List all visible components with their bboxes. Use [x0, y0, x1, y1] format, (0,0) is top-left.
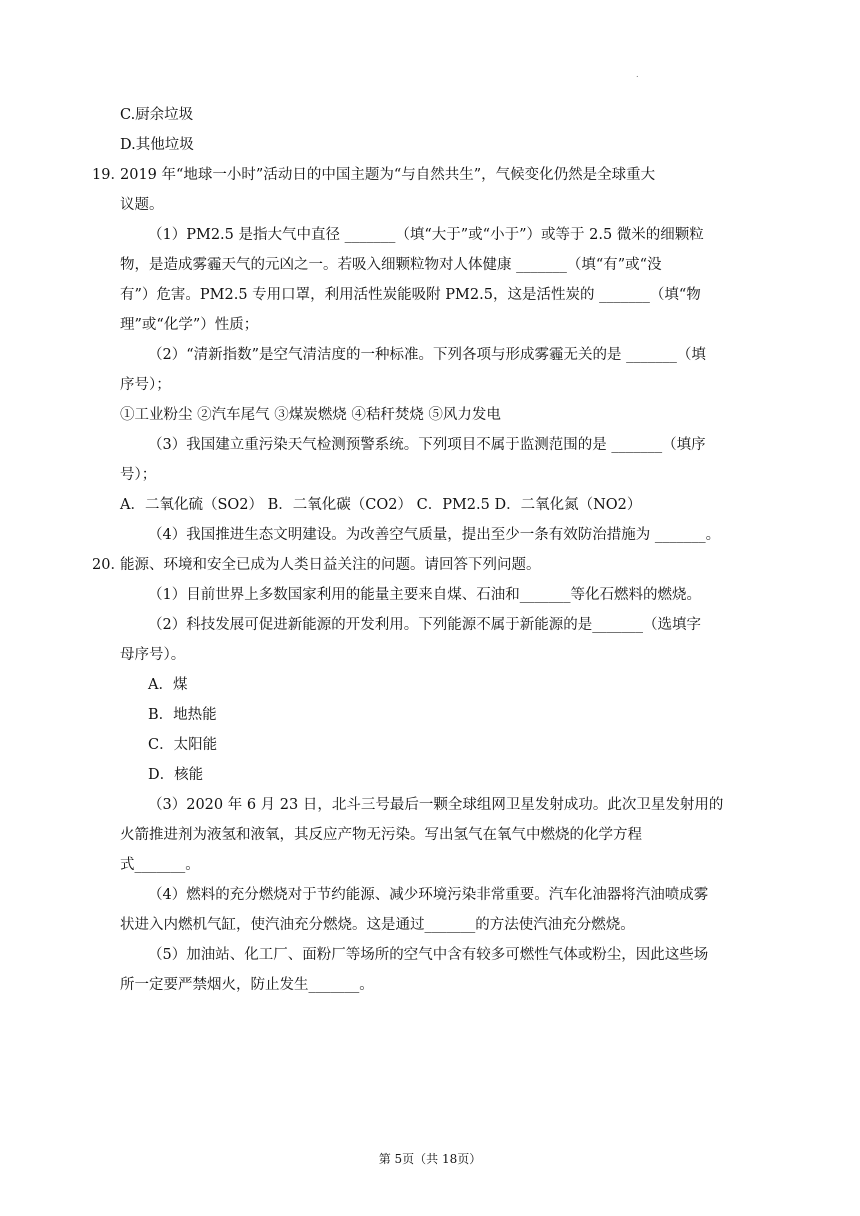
text-line: 号）； [120, 467, 157, 483]
page-content [92, 100, 740, 1000]
option-c: C．太阳能 [148, 737, 218, 753]
sub-question: （3）2020 年 6 月 23 日，北斗三号最后一颗全球组网卫星发射成功。此次卫星发射用的 [148, 797, 724, 813]
sub-question: （4）燃料的充分燃烧对于节约能源、减少环境污染非常重要。汽车化油器将汽油喷成雾 [148, 887, 709, 903]
sub-question: （1）PM2.5 是指大气中直径 _______（填“大于”或“小于”）或等于 2.5 微米的细颗粒 [148, 227, 704, 243]
sub-question: （2）科技发展可促进新能源的开发利用。下列能源不属于新能源的是_______（选填字 [148, 617, 701, 633]
question-20-stem [92, 550, 740, 580]
text-line: 有”）危害。PM2.5 专用口罩，利用活性炭能吸附 PM2.5，这是活性炭的 _______（填“物 [120, 287, 701, 303]
sub-question: （1）目前世界上多数国家利用的能量主要来自煤、石油和_______等化石燃料的燃烧。 [148, 587, 701, 603]
corner-mark: . [636, 70, 639, 79]
choice-list: ①工业粉尘 ②汽车尾气 ③煤炭燃烧 ④秸秆焚烧 ⑤风力发电 [120, 407, 501, 423]
text-line: 理”或“化学”）性质； [120, 317, 259, 333]
question-number: 19． [92, 167, 125, 183]
text-line: 序号）； [120, 377, 171, 393]
text-line: 物，是造成雾霾天气的元凶之一。若吸入细颗粒物对人体健康 _______（填“有”或“没 [120, 257, 662, 273]
question-text: 能源、环境和安全已成为人类日益关注的问题。请回答下列问题。 [120, 557, 541, 573]
text-line: 火箭推进剂为液氢和液氧，其反应产物无污染。写出氢气在氧气中燃烧的化学方程 [120, 827, 642, 843]
option-a: A．煤 [148, 677, 188, 693]
sub-question: （5）加油站、化工厂、面粉厂等场所的空气中含有较多可燃性气体或粉尘，因此这些场 [148, 947, 709, 963]
text-line: 议题。 [120, 197, 164, 213]
sub-question: （4）我国推进生态文明建设。为改善空气质量，提出至少一条有效防治措施为 _______。 [148, 527, 721, 543]
option-c: C.厨余垃圾 [120, 107, 194, 123]
sub-question: （3）我国建立重污染天气检测预警系统。下列项目不属于监测范围的是 _______（填序 [148, 437, 706, 453]
choice-list: A．二氧化硫（SO2） B．二氧化碳（CO2） C．PM2.5 D．二氧化氮（NO2） [120, 497, 642, 513]
option-b: B．地热能 [148, 707, 217, 723]
question-text: 2019 年“地球一小时”活动日的中国主题为“与自然共生”，气候变化仍然是全球重大 [120, 167, 656, 183]
question-19-stem [92, 160, 740, 190]
sub-question: （2）“清新指数”是空气清洁度的一种标准。下列各项与形成雾霾无关的是 _______（填 [148, 347, 706, 363]
question-number: 20． [92, 557, 125, 573]
page-footer: 第 5页（共 18页） [378, 1152, 482, 1166]
text-line: 状进入内燃机气缸，使汽油充分燃烧。这是通过_______的方法使汽油充分燃烧。 [120, 917, 635, 933]
text-line: 所一定要严禁烟火，防止发生_______。 [120, 977, 374, 993]
text-line: 母序号）。 [120, 647, 186, 663]
option-d: D．核能 [148, 767, 204, 783]
option-d: D.其他垃圾 [120, 137, 194, 153]
text-line: 式_______。 [120, 857, 200, 873]
